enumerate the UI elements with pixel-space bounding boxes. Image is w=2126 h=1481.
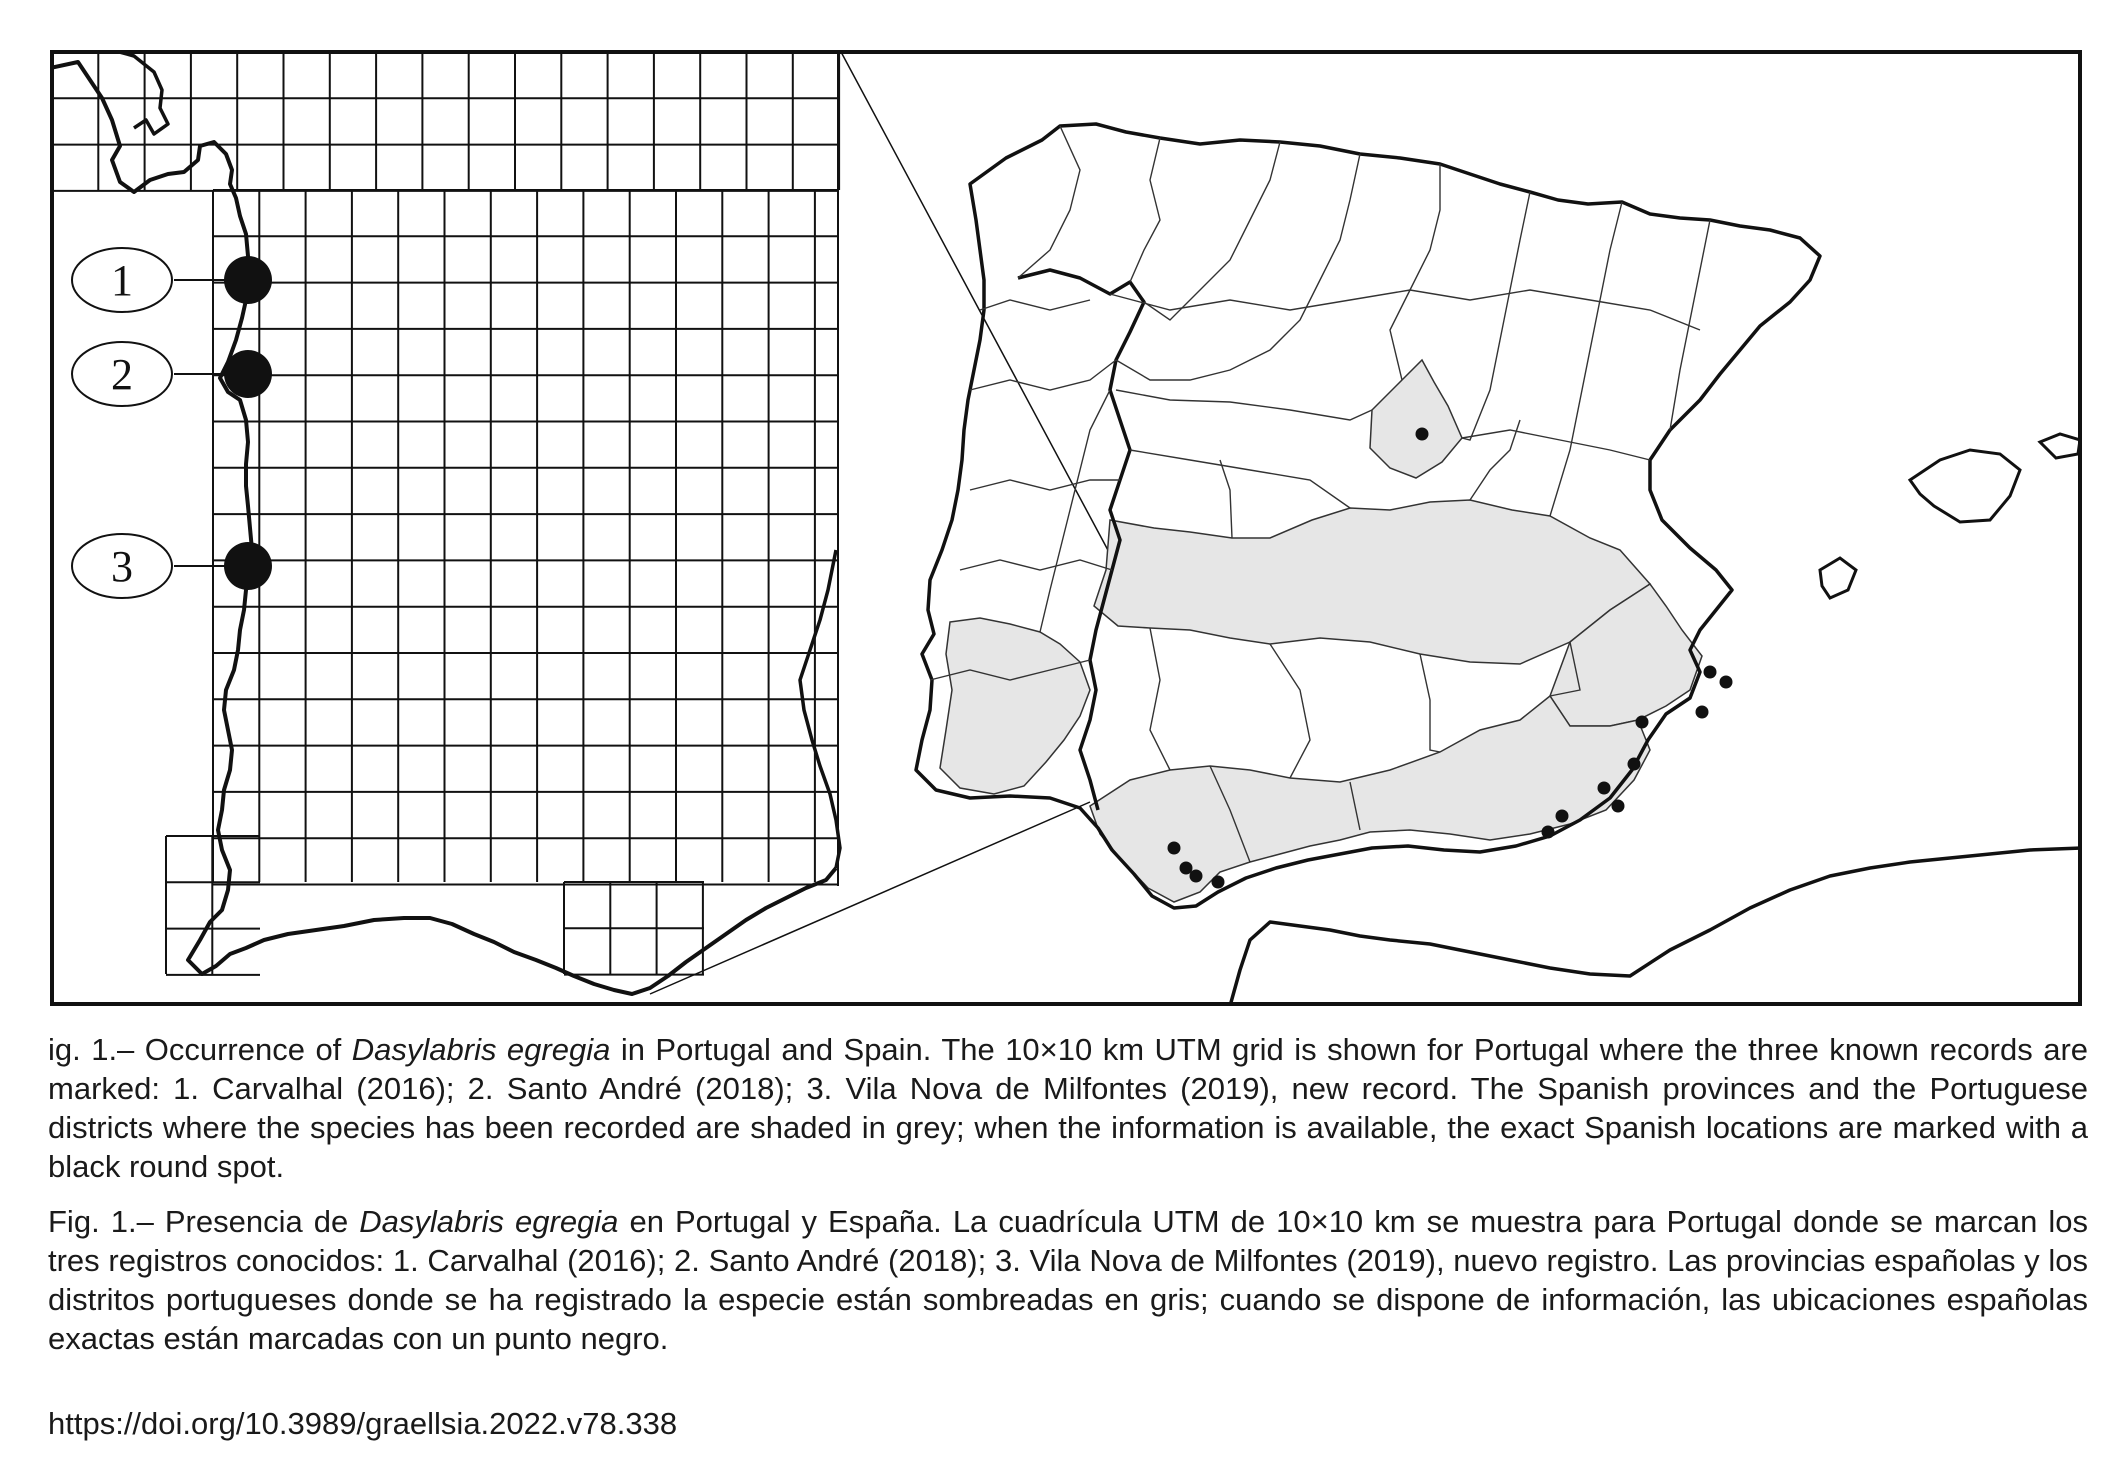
record-label-1: 1 — [111, 256, 133, 305]
location-dot — [1612, 800, 1625, 813]
caption-spanish — [48, 1202, 2088, 1358]
doi-link[interactable]: https://doi.org/10.3989/graellsia.2022.v78.338 — [48, 1406, 678, 1441]
record-spot-1 — [224, 256, 272, 304]
location-dot — [1598, 782, 1611, 795]
location-dot — [1636, 716, 1649, 729]
location-dot — [1696, 706, 1709, 719]
location-dot — [1212, 876, 1225, 889]
figure-map — [50, 50, 2082, 1006]
record-spot-3 — [224, 542, 272, 590]
caption-english — [48, 1030, 2088, 1186]
caption-en-lead: ig. 1.– Occurrence of — [48, 1032, 352, 1067]
location-dot — [1190, 870, 1203, 883]
caption-es-rest: en Portugal y España. La cuadrícula UTM de 10×10 km se muestra para Portugal donde se marcan los tres registros conocidos: 1. Carvalhal (2016); 2. Santo André (2018); 3. Vila Nova de Milfontes (2019), nuevo registro. Las provincias españolas y los distritos portugueses donde se ha registrado la especie están sombreadas en gris; cuando se dispone de información, las ubicaciones españolas exactas están marcadas con un punto negro. — [48, 1204, 2089, 1356]
location-dot — [1628, 758, 1641, 771]
location-dot — [1704, 666, 1717, 679]
figure-caption — [48, 1030, 2088, 1374]
caption-en-species: Dasylabris egregia — [351, 1032, 611, 1067]
location-dot — [1168, 842, 1181, 855]
record-label-2: 2 — [111, 350, 133, 399]
location-dot — [1542, 826, 1555, 839]
caption-es-lead: Fig. 1.– Presencia de — [48, 1204, 360, 1239]
location-dot — [1556, 810, 1569, 823]
caption-es-species: Dasylabris egregia — [359, 1204, 619, 1239]
location-dot — [1416, 428, 1429, 441]
location-dot — [1720, 676, 1733, 689]
record-spot-2 — [224, 350, 272, 398]
record-label-3: 3 — [111, 542, 133, 591]
caption-en-rest: in Portugal and Spain. The 10×10 km UTM grid is shown for Portugal where the three known records are marked: 1. Carvalhal (2016); 2. Santo André (2018); 3. Vila Nova de Milfontes (2019), new record. The Spanish provinces and the Portuguese districts where the species has been recorded are shaded in grey; when the information is available, the exact Spanish locations are marked with a black round spot. — [48, 1032, 2089, 1184]
